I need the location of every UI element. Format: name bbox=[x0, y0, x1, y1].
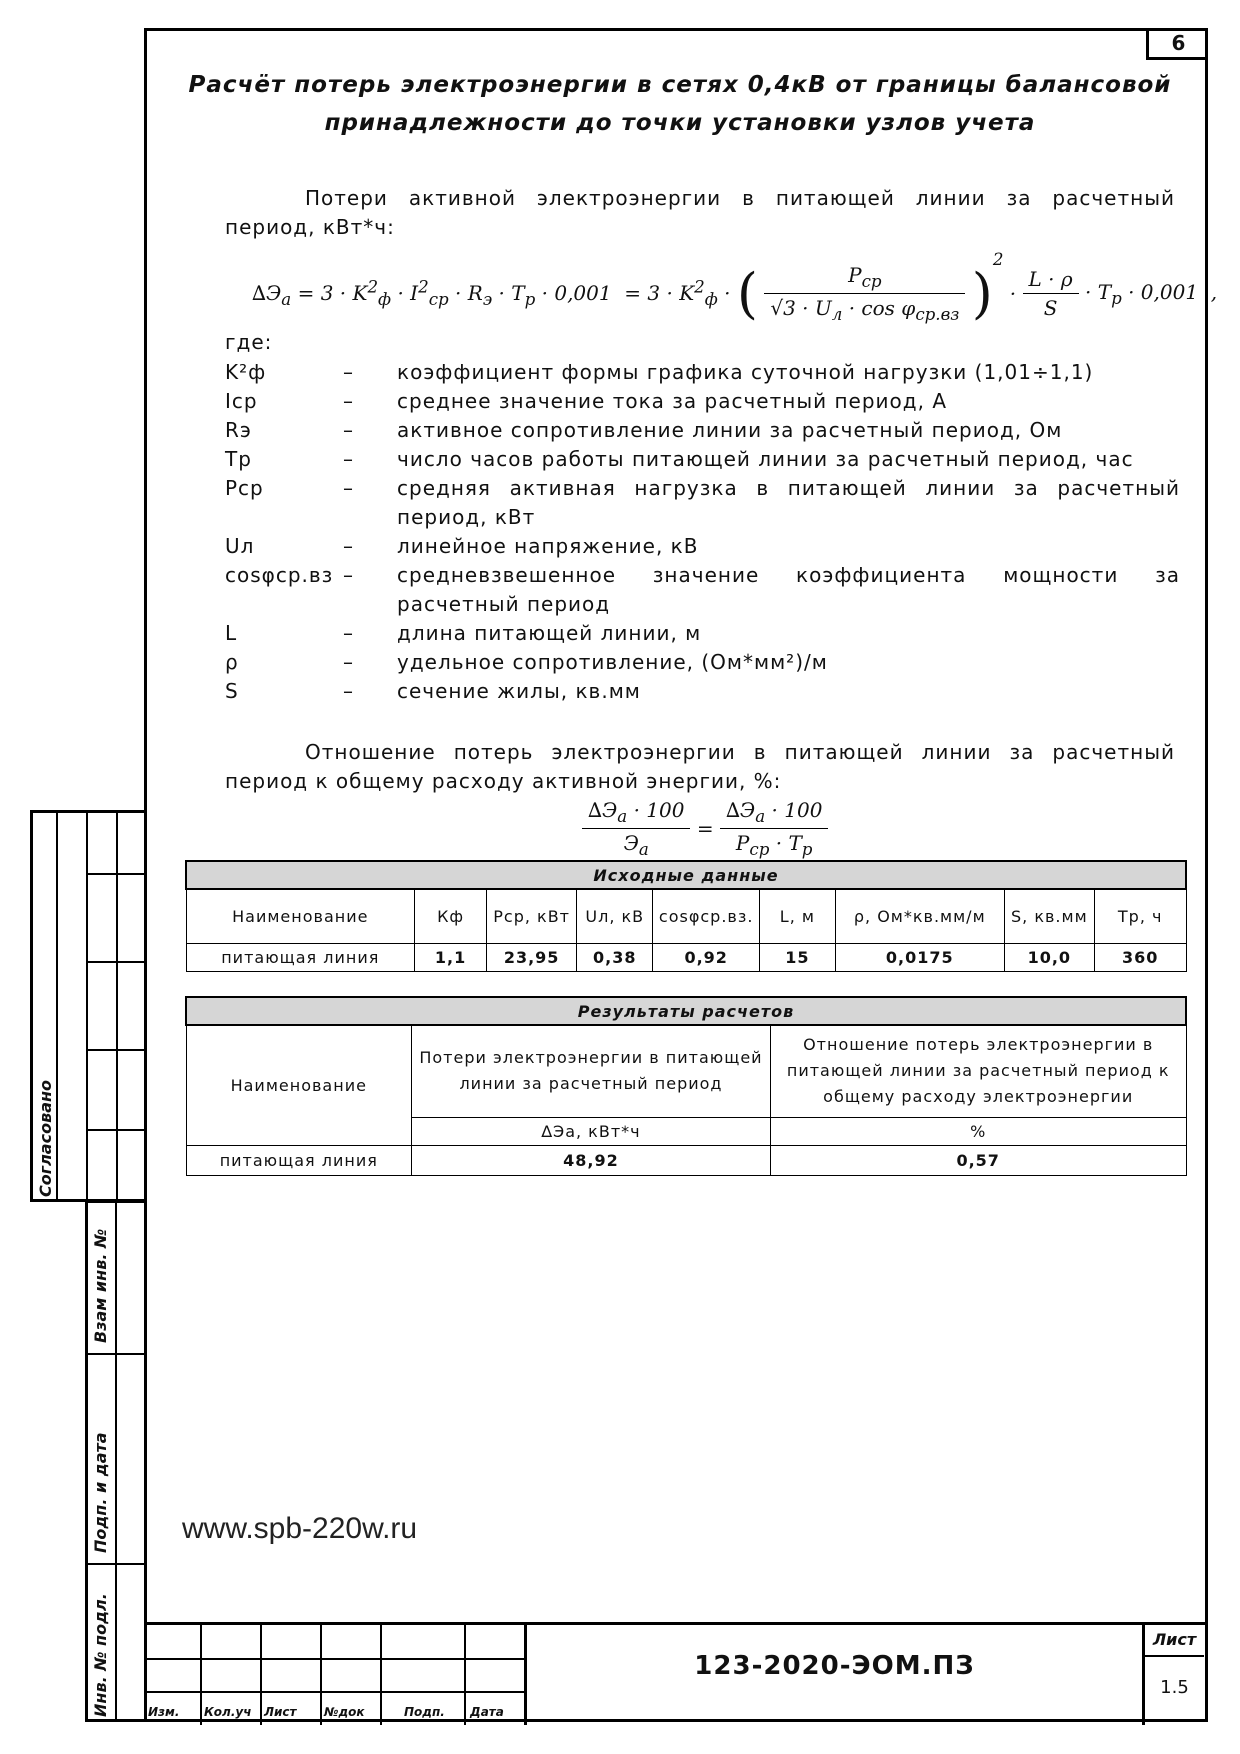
page-title-line2: принадлежности до точки установки узлов учета bbox=[324, 110, 1036, 136]
titleblock-label: Дата bbox=[470, 1705, 504, 1719]
table-header: Наименование bbox=[186, 889, 415, 943]
titleblock-label: №док bbox=[324, 1705, 365, 1719]
table-header: ρ, Ом*кв.мм/м bbox=[835, 889, 1004, 943]
table-header: S, кв.мм bbox=[1004, 889, 1094, 943]
document-code: 123-2020-ЭОМ.ПЗ bbox=[694, 1651, 975, 1681]
table-header: Потери электроэнергии в питающей линии за расчетный период bbox=[412, 1025, 771, 1117]
table-header: Наименование bbox=[186, 1025, 412, 1145]
approval-block bbox=[30, 810, 147, 1202]
legend-row: Рср – средняя активная нагрузка в питающей линии за расчетный период, кВт bbox=[225, 476, 1180, 529]
side-label: Согласовано bbox=[36, 1079, 55, 1197]
page-title-line1: Расчёт потерь электроэнергии в сетях 0,4кВ от границы балансовой bbox=[188, 72, 1172, 98]
side-label: Взам инв. № bbox=[91, 1228, 110, 1343]
legend-row: cosφср.вз – средневзвешенное значение коэффициента мощности за расчетный период bbox=[225, 563, 1180, 616]
intro-paragraph: Потери активной электроэнергии в питающей линии за расчетный период, кВт*ч: bbox=[225, 186, 1175, 239]
table-header: Uл, кВ bbox=[577, 889, 653, 943]
table-title: Исходные данные bbox=[186, 861, 1186, 889]
results-table bbox=[185, 996, 1187, 1176]
title-block bbox=[144, 1622, 1208, 1722]
sheet-label: Лист bbox=[1152, 1630, 1197, 1649]
table-header: cosφср.вз. bbox=[653, 889, 760, 943]
side-label: Инв. № подл. bbox=[91, 1593, 110, 1717]
legend-row: Rэ – активное сопротивление линии за расчетный период, Ом bbox=[225, 418, 1063, 442]
legend-row: ρ – удельное сопротивление, (Ом*мм²)/м bbox=[225, 650, 828, 674]
table-header: Тр, ч bbox=[1094, 889, 1186, 943]
titleblock-label: Подп. bbox=[404, 1705, 445, 1719]
page-number: 6 bbox=[1146, 30, 1208, 60]
side-label: Подп. и дата bbox=[91, 1432, 110, 1553]
legend-row: Uл – линейное напряжение, кВ bbox=[225, 534, 699, 558]
website-watermark: www.spb-220w.ru bbox=[182, 1512, 418, 1545]
table-header: Отношение потерь электроэнергии в питающей линии за расчетный период к общему расходу электроэнергии bbox=[770, 1025, 1186, 1117]
table-title: Результаты расчетов bbox=[186, 997, 1186, 1025]
table-header: Кф bbox=[415, 889, 487, 943]
table-row: питающая линия 48,92 0,57 bbox=[186, 1145, 1186, 1175]
table-header: Рср, кВт bbox=[487, 889, 577, 943]
titleblock-label: Кол.уч bbox=[204, 1705, 252, 1719]
legend-row: Iср – среднее значение тока за расчетный период, А bbox=[225, 389, 947, 413]
input-data-table bbox=[185, 860, 1187, 972]
legend-row: L – длина питающей линии, м bbox=[225, 621, 702, 645]
titleblock-label: Изм. bbox=[148, 1705, 180, 1719]
where-label: где: bbox=[225, 330, 273, 354]
table-unit: % bbox=[770, 1117, 1186, 1145]
legend-row: K²ф – коэффициент формы графика суточной нагрузки (1,01÷1,1) bbox=[225, 360, 1094, 384]
sheet-value: 1.5 bbox=[1160, 1677, 1189, 1698]
registration-block bbox=[85, 1200, 147, 1722]
ratio-formula: $\frac{\Delta Э_а \cdot 100}{Э_а}$ = $\frac{\Delta Э_а \cdot 100}{P_{ср} \cdot T_р}$ bbox=[582, 798, 828, 859]
table-unit: ∆Эа, кВт*ч bbox=[412, 1117, 771, 1145]
ratio-paragraph: Отношение потерь электроэнергии в питающей линии за расчетный период к общему расходу активной энергии, %: bbox=[225, 740, 1175, 793]
table-header: L, м bbox=[760, 889, 836, 943]
symbol-legend bbox=[225, 358, 1180, 706]
loss-formula: $\Delta Э_а = 3 \cdot K^2_ф \cdot I^2_{ср} \cdot R_э \cdot T_р \cdot 0,001 = 3 \cdot K^2_ф$ · ( $\frac{P_{ср}}{√3 \cdot U_л \cdot \cos \varphi_{ср.вз}}$ )$^2$ · $\frac{L \cdot \rho}{S}$ · $T_р \cdot 0,001$ , bbox=[252, 250, 1218, 325]
legend-row: Тр – число часов работы питающей линии за расчетный период, час bbox=[225, 447, 1134, 471]
titleblock-label: Лист bbox=[264, 1705, 297, 1719]
table-row: питающая линия 1,1 23,95 0,38 0,92 15 0,0175 10,0 360 bbox=[186, 943, 1186, 971]
legend-row: S – сечение жилы, кв.мм bbox=[225, 679, 641, 703]
